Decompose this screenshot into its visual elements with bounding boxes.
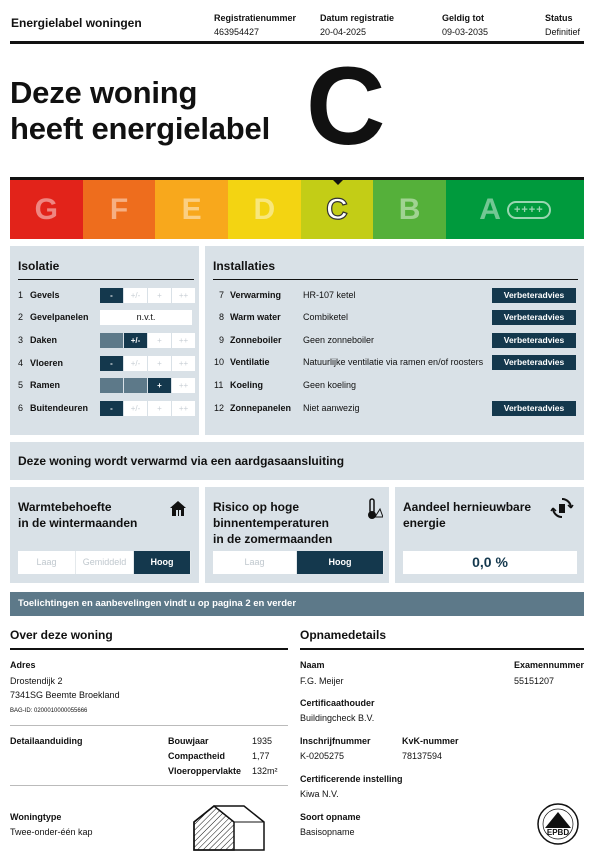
detail-label: Detailaanduiding bbox=[10, 736, 83, 746]
house-icon bbox=[168, 499, 188, 517]
installatie-row: 9 Zonneboiler bbox=[219, 335, 282, 345]
verbeteradvies-button[interactable]: Verbeteradvies bbox=[492, 333, 576, 348]
semi-detached-house-icon bbox=[192, 804, 266, 852]
buitendeuren-rating: - +/- + ++ bbox=[100, 401, 196, 416]
scale-class-g: G bbox=[10, 180, 83, 239]
energy-label-letter: C bbox=[306, 45, 384, 168]
installatie-row: 10 Ventilatie bbox=[214, 357, 270, 367]
heating-text: Deze woning wordt verwarmd via een aardgasaansluiting bbox=[18, 454, 345, 468]
hernieuwbaar-title: Aandeel hernieuwbare energie bbox=[403, 500, 532, 530]
soort-value: Basisopname bbox=[300, 827, 355, 837]
cert-label: Certificaathouder bbox=[300, 698, 375, 708]
option-hoog: Hoog bbox=[134, 551, 191, 574]
isolatie-divider bbox=[18, 279, 194, 280]
verbeteradvies-button[interactable]: Verbeteradvies bbox=[492, 288, 576, 303]
adres-label: Adres bbox=[10, 660, 36, 670]
isolatie-row: 3 Daken bbox=[18, 335, 58, 345]
date-value: 20-04-2025 bbox=[320, 27, 367, 37]
option-laag: Laag bbox=[213, 551, 297, 574]
header-valid bbox=[442, 11, 488, 39]
option-gemiddeld: Gemiddeld bbox=[76, 551, 134, 574]
installatie-value: HR-107 ketel bbox=[303, 290, 356, 300]
valid-value: 09-03-2035 bbox=[442, 27, 489, 37]
opname-section-title: Opnamedetails bbox=[300, 628, 387, 642]
isolatie-row: 4 Vloeren bbox=[18, 358, 64, 368]
header-date bbox=[320, 11, 394, 39]
status-label: Status bbox=[545, 13, 573, 23]
scale-class-e: E bbox=[155, 180, 228, 239]
daken-rating: +/- + ++ bbox=[100, 333, 196, 348]
scale-class-f: F bbox=[83, 180, 156, 239]
naam-value: F.G. Meijer bbox=[300, 676, 344, 686]
hernieuwbaar-value: 0,0 % bbox=[403, 551, 577, 574]
installatie-value: Combiketel bbox=[303, 312, 349, 322]
ramen-rating: + ++ bbox=[100, 378, 196, 393]
verbeteradvies-button[interactable]: Verbeteradvies bbox=[492, 310, 576, 325]
vloeroppervlakte-label: Vloeroppervlakte bbox=[168, 766, 242, 776]
instelling-value: Kiwa N.V. bbox=[300, 789, 339, 799]
bouwjaar-value: 1935 bbox=[252, 736, 273, 746]
instelling-label: Certificerende instelling bbox=[300, 774, 403, 784]
examen-label: Examennummer bbox=[514, 660, 585, 670]
soort-label: Soort opname bbox=[300, 812, 361, 822]
warmtebehoefte-title: Warmtebehoefte in de wintermaanden bbox=[18, 500, 138, 530]
adres-city: 7341SG Beemte Broekland bbox=[10, 690, 120, 700]
option-hoog: Hoog bbox=[297, 551, 384, 574]
gevelpanelen-value: n.v.t. bbox=[100, 310, 192, 325]
installatie-value: Niet aanwezig bbox=[303, 403, 360, 413]
compactheid-label: Compactheid bbox=[168, 751, 226, 761]
active-class-marker-icon bbox=[330, 177, 346, 185]
header-registration bbox=[214, 11, 296, 39]
installatie-row: 11 Koeling bbox=[214, 380, 263, 390]
recycle-icon bbox=[550, 496, 574, 520]
installatie-value: Geen koeling bbox=[303, 380, 357, 390]
bouwjaar-label: Bouwjaar bbox=[168, 736, 209, 746]
scale-class-c: C bbox=[301, 180, 374, 239]
kvk-value: 78137594 bbox=[402, 751, 443, 761]
epbd-logo-text: EPBD bbox=[546, 828, 570, 837]
inschrijf-label: Inschrijfnummer bbox=[300, 736, 371, 746]
installatie-value: Natuurlijke ventilatie via ramen en/of roosters bbox=[303, 357, 484, 367]
risico-panel bbox=[205, 487, 389, 583]
vloeren-rating: - +/- + ++ bbox=[100, 356, 196, 371]
inschrijf-value: K-0205275 bbox=[300, 751, 345, 761]
a-plus-badge: ++++ bbox=[507, 201, 551, 219]
isolatie-row: 6 Buitendeuren bbox=[18, 403, 89, 413]
warmtebehoefte-slider bbox=[18, 551, 191, 574]
woning-section-title: Over deze woning bbox=[10, 628, 113, 642]
opname-divider bbox=[300, 648, 584, 650]
isolatie-title: Isolatie bbox=[18, 259, 60, 273]
installaties-title: Installaties bbox=[213, 259, 276, 273]
woningtype-value: Twee-onder-één kap bbox=[10, 827, 93, 837]
isolatie-row: 2 Gevelpanelen bbox=[18, 312, 89, 322]
registration-label: Registratienummer bbox=[214, 13, 297, 23]
epbd-logo-icon bbox=[536, 802, 580, 846]
verbeteradvies-button[interactable]: Verbeteradvies bbox=[492, 355, 576, 370]
heating-panel bbox=[10, 442, 584, 480]
hernieuwbaar-panel bbox=[395, 487, 584, 583]
naam-label: Naam bbox=[300, 660, 325, 670]
installatie-row: 7 Verwarming bbox=[219, 290, 282, 300]
compactheid-value: 1,77 bbox=[252, 751, 270, 761]
isolatie-panel bbox=[10, 246, 199, 435]
adres-street: Drostendijk 2 bbox=[10, 676, 63, 686]
scale-class-a: A ++++ bbox=[446, 180, 584, 239]
gevels-rating: - +/- + ++ bbox=[100, 288, 196, 303]
energy-scale bbox=[10, 177, 584, 239]
risico-slider bbox=[213, 551, 384, 574]
woningtype-label: Woningtype bbox=[10, 812, 62, 822]
hero-title bbox=[10, 75, 270, 147]
date-label: Datum registratie bbox=[320, 13, 395, 23]
risico-title: Risico op hoge binnentemperaturen in de zomermaanden bbox=[213, 500, 333, 546]
woning-separator bbox=[10, 785, 288, 786]
installatie-row: 12 Zonnepanelen bbox=[214, 403, 292, 413]
woning-separator bbox=[10, 725, 288, 726]
verbeteradvies-button[interactable]: Verbeteradvies bbox=[492, 401, 576, 416]
registration-value: 463954427 bbox=[214, 27, 260, 37]
examen-value: 55151207 bbox=[514, 676, 555, 686]
header-status bbox=[545, 11, 580, 39]
isolatie-row: 5 Ramen bbox=[18, 380, 61, 390]
header-divider bbox=[10, 41, 584, 44]
thermometer-icon bbox=[365, 497, 383, 521]
installatie-value: Geen zonneboiler bbox=[303, 335, 375, 345]
installaties-divider bbox=[213, 279, 578, 280]
warmtebehoefte-panel bbox=[10, 487, 199, 583]
hero-line-2: heeft energielabel bbox=[10, 111, 270, 146]
scale-class-d: D bbox=[228, 180, 301, 239]
bag-id: BAG-ID: 0200010000055666 bbox=[10, 708, 88, 714]
valid-label: Geldig tot bbox=[442, 13, 484, 23]
info-banner: Toelichtingen en aanbevelingen vindt u op pagina 2 en verder bbox=[10, 592, 584, 616]
status-value: Definitief bbox=[545, 27, 581, 37]
option-laag: Laag bbox=[18, 551, 76, 574]
hero-line-1: Deze woning bbox=[10, 75, 198, 110]
woning-divider bbox=[10, 648, 288, 650]
cert-value: Buildingcheck B.V. bbox=[300, 713, 375, 723]
vloeroppervlakte-value: 132m² bbox=[252, 766, 278, 776]
document-title: Energielabel woningen bbox=[11, 16, 142, 30]
installatie-row: 8 Warm water bbox=[219, 312, 281, 322]
isolatie-row: 1 Gevels bbox=[18, 290, 60, 300]
kvk-label: KvK-nummer bbox=[402, 736, 459, 746]
scale-class-b: B bbox=[373, 180, 446, 239]
